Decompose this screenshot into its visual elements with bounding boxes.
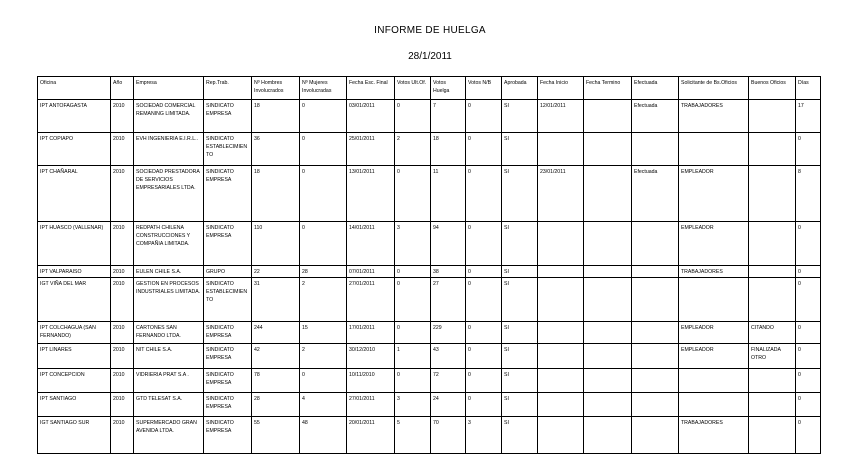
cell-dias: 0	[796, 278, 821, 322]
cell-anio: 2010	[111, 369, 134, 393]
cell-oficina: IPT CHAÑARAL	[38, 166, 111, 222]
cell-dias: 0	[796, 369, 821, 393]
cell-solicitante: EMPLEADOR	[679, 222, 749, 266]
cell-hombres: 31	[252, 278, 300, 322]
cell-votos-huelga: 94	[431, 222, 466, 266]
cell-dias: 0	[796, 322, 821, 344]
cell-solicitante: TRABAJADORES	[679, 417, 749, 454]
cell-aprobada: SI	[502, 344, 538, 369]
cell-aprobada: SI	[502, 100, 538, 133]
cell-aprobada: SI	[502, 393, 538, 417]
cell-anio: 2010	[111, 322, 134, 344]
cell-fecha-termino	[584, 266, 632, 278]
table-row	[38, 133, 821, 166]
cell-buenos-oficios	[749, 222, 796, 266]
cell-empresa: VIDRIERIA PRAT S.A .	[134, 369, 204, 393]
table-header-row	[38, 77, 821, 100]
cell-solicitante: TRABAJADORES	[679, 100, 749, 133]
cell-votos-nb: 0	[466, 166, 502, 222]
cell-buenos-oficios	[749, 266, 796, 278]
cell-votos-ult-of: 0	[395, 266, 431, 278]
cell-mujeres: 0	[300, 133, 347, 166]
cell-votos-ult-of: 0	[395, 166, 431, 222]
cell-efectuada: Efectuada	[632, 100, 679, 133]
cell-buenos-oficios	[749, 166, 796, 222]
cell-aprobada: SI	[502, 133, 538, 166]
cell-votos-huelga: 11	[431, 166, 466, 222]
cell-anio: 2010	[111, 266, 134, 278]
cell-efectuada	[632, 393, 679, 417]
cell-fecha-inicio	[538, 344, 584, 369]
column-header-oficina: Oficina	[38, 77, 111, 100]
cell-anio: 2010	[111, 222, 134, 266]
cell-anio: 2010	[111, 100, 134, 133]
cell-votos-ult-of: 5	[395, 417, 431, 454]
cell-votos-ult-of: 3	[395, 393, 431, 417]
cell-buenos-oficios	[749, 100, 796, 133]
cell-aprobada: SI	[502, 166, 538, 222]
cell-hombres: 55	[252, 417, 300, 454]
cell-oficina: IGT SANTIAGO SUR	[38, 417, 111, 454]
cell-fecha-esc-final: 30/12/2010	[347, 344, 395, 369]
cell-rep-trab: GRUPO	[204, 266, 252, 278]
cell-empresa: EVH INGENIERIA E.I.R.L..	[134, 133, 204, 166]
cell-hombres: 22	[252, 266, 300, 278]
column-header-efectuada: Efectuada	[632, 77, 679, 100]
cell-oficina: IPT CONCEPCION	[38, 369, 111, 393]
cell-dias: 8	[796, 166, 821, 222]
cell-fecha-termino	[584, 417, 632, 454]
cell-fecha-termino	[584, 278, 632, 322]
cell-fecha-esc-final: 25/01/2011	[347, 133, 395, 166]
cell-hombres: 78	[252, 369, 300, 393]
cell-empresa: GESTION EN PROCESOS INDUSTRIALES LIMITADA.	[134, 278, 204, 322]
cell-aprobada: SI	[502, 266, 538, 278]
cell-hombres: 18	[252, 100, 300, 133]
cell-votos-huelga: 38	[431, 266, 466, 278]
cell-fecha-termino	[584, 133, 632, 166]
column-header-votos-ult-of: Votos Ult.Of.	[395, 77, 431, 100]
cell-solicitante	[679, 133, 749, 166]
cell-anio: 2010	[111, 344, 134, 369]
cell-fecha-esc-final: 17/01/2011	[347, 322, 395, 344]
cell-mujeres: 0	[300, 166, 347, 222]
cell-votos-huelga: 70	[431, 417, 466, 454]
cell-rep-trab: SINDICATO EMPRESA	[204, 369, 252, 393]
cell-votos-huelga: 72	[431, 369, 466, 393]
cell-votos-huelga: 229	[431, 322, 466, 344]
cell-solicitante: TRABAJADORES	[679, 266, 749, 278]
cell-fecha-esc-final: 10/11/2010	[347, 369, 395, 393]
table-row	[38, 344, 821, 369]
column-header-buenos-oficios: Buenos Oficios	[749, 77, 796, 100]
cell-empresa: EULEN CHILE S.A.	[134, 266, 204, 278]
cell-buenos-oficios: FINALIZADA OTRO	[749, 344, 796, 369]
cell-votos-ult-of: 1	[395, 344, 431, 369]
cell-rep-trab: SINDICATO EMPRESA	[204, 393, 252, 417]
cell-fecha-inicio	[538, 369, 584, 393]
cell-fecha-esc-final: 07/01/2011	[347, 266, 395, 278]
column-header-empresa: Empresa	[134, 77, 204, 100]
column-header-solicitante: Solicitante de Bs.Oficios	[679, 77, 749, 100]
cell-mujeres: 15	[300, 322, 347, 344]
column-header-fecha-esc-final: Fecha Esc. Final	[347, 77, 395, 100]
cell-solicitante: EMPLEADOR	[679, 322, 749, 344]
cell-efectuada	[632, 417, 679, 454]
cell-votos-nb: 0	[466, 100, 502, 133]
cell-fecha-esc-final: 20/01/2011	[347, 417, 395, 454]
cell-fecha-inicio	[538, 222, 584, 266]
cell-votos-ult-of: 2	[395, 133, 431, 166]
cell-fecha-esc-final: 03/01/2011	[347, 100, 395, 133]
column-header-fecha-termino: Fecha Termino	[584, 77, 632, 100]
cell-hombres: 110	[252, 222, 300, 266]
table-row	[38, 322, 821, 344]
cell-fecha-esc-final: 27/01/2011	[347, 278, 395, 322]
column-header-rep-trab: Rep.Trab.	[204, 77, 252, 100]
cell-votos-huelga: 24	[431, 393, 466, 417]
cell-fecha-inicio	[538, 322, 584, 344]
cell-fecha-inicio: 23/01/2011	[538, 166, 584, 222]
cell-votos-ult-of: 0	[395, 100, 431, 133]
cell-fecha-termino	[584, 344, 632, 369]
cell-efectuada	[632, 369, 679, 393]
cell-rep-trab: SINDICATO EMPRESA	[204, 417, 252, 454]
cell-votos-ult-of: 3	[395, 222, 431, 266]
cell-rep-trab: SINDICATO EMPRESA	[204, 222, 252, 266]
cell-efectuada	[632, 322, 679, 344]
cell-dias: 0	[796, 266, 821, 278]
table-row	[38, 222, 821, 266]
cell-rep-trab: SINDICATO EMPRESA	[204, 166, 252, 222]
cell-dias: 0	[796, 133, 821, 166]
cell-dias: 0	[796, 393, 821, 417]
cell-dias: 17	[796, 100, 821, 133]
cell-fecha-esc-final: 14/01/2011	[347, 222, 395, 266]
cell-votos-nb: 3	[466, 417, 502, 454]
cell-votos-huelga: 18	[431, 133, 466, 166]
table-row	[38, 393, 821, 417]
cell-rep-trab: SINDICATO EMPRESA	[204, 344, 252, 369]
cell-hombres: 18	[252, 166, 300, 222]
column-header-fecha-inicio: Fecha Inicio	[538, 77, 584, 100]
cell-anio: 2010	[111, 166, 134, 222]
column-header-anio: Año	[111, 77, 134, 100]
cell-oficina: IGT VIÑA DEL MAR	[38, 278, 111, 322]
cell-mujeres: 4	[300, 393, 347, 417]
cell-fecha-termino	[584, 322, 632, 344]
cell-buenos-oficios	[749, 133, 796, 166]
cell-hombres: 28	[252, 393, 300, 417]
cell-efectuada: Efectuada	[632, 166, 679, 222]
cell-oficina: IPT COLCHAGUA (SAN FERNANDO)	[38, 322, 111, 344]
cell-hombres: 244	[252, 322, 300, 344]
cell-empresa: SUPERMERCADO GRAN AVENIDA LTDA.	[134, 417, 204, 454]
cell-anio: 2010	[111, 278, 134, 322]
cell-efectuada	[632, 344, 679, 369]
table-row	[38, 278, 821, 322]
cell-mujeres: 28	[300, 266, 347, 278]
cell-oficina: IPT ANTOFAGASTA	[38, 100, 111, 133]
cell-fecha-termino	[584, 166, 632, 222]
cell-empresa: SOCIEDAD PRESTADORA DE SERVICIOS EMPRESARIALES LTDA.	[134, 166, 204, 222]
cell-votos-ult-of: 0	[395, 322, 431, 344]
cell-mujeres: 2	[300, 278, 347, 322]
cell-solicitante	[679, 369, 749, 393]
cell-efectuada	[632, 266, 679, 278]
cell-votos-nb: 0	[466, 369, 502, 393]
cell-fecha-inicio: 12/01/2011	[538, 100, 584, 133]
cell-fecha-inicio	[538, 266, 584, 278]
cell-mujeres: 0	[300, 222, 347, 266]
strike-report-table	[37, 76, 821, 454]
cell-mujeres: 0	[300, 100, 347, 133]
cell-aprobada: SI	[502, 222, 538, 266]
cell-anio: 2010	[111, 133, 134, 166]
cell-votos-nb: 0	[466, 278, 502, 322]
cell-empresa: CARTONES SAN FERNANDO LTDA.	[134, 322, 204, 344]
cell-buenos-oficios	[749, 369, 796, 393]
cell-efectuada	[632, 278, 679, 322]
cell-votos-nb: 0	[466, 222, 502, 266]
cell-buenos-oficios	[749, 278, 796, 322]
cell-buenos-oficios	[749, 393, 796, 417]
column-header-dias: Días	[796, 77, 821, 100]
table-row	[38, 266, 821, 278]
cell-mujeres: 0	[300, 369, 347, 393]
cell-rep-trab: SINDICATO EMPRESA	[204, 322, 252, 344]
column-header-aprobada: Aprobada	[502, 77, 538, 100]
cell-oficina: IPT COPIAPO	[38, 133, 111, 166]
cell-efectuada	[632, 222, 679, 266]
cell-empresa: NIT CHILE S.A.	[134, 344, 204, 369]
cell-buenos-oficios	[749, 417, 796, 454]
cell-aprobada: SI	[502, 369, 538, 393]
table-row	[38, 166, 821, 222]
cell-votos-huelga: 7	[431, 100, 466, 133]
column-header-votos-huelga: Votos Huelga	[431, 77, 466, 100]
cell-efectuada	[632, 133, 679, 166]
cell-anio: 2010	[111, 417, 134, 454]
cell-votos-huelga: 43	[431, 344, 466, 369]
cell-votos-ult-of: 0	[395, 369, 431, 393]
cell-votos-nb: 0	[466, 133, 502, 166]
cell-dias: 0	[796, 222, 821, 266]
cell-solicitante: EMPLEADOR	[679, 344, 749, 369]
column-header-mujeres: Nº Mujeres Involucradas	[300, 77, 347, 100]
cell-mujeres: 2	[300, 344, 347, 369]
cell-aprobada: SI	[502, 278, 538, 322]
cell-hombres: 42	[252, 344, 300, 369]
column-header-votos-nb: Votos N/B	[466, 77, 502, 100]
cell-votos-nb: 0	[466, 322, 502, 344]
cell-oficina: IPT VALPARAISO	[38, 266, 111, 278]
cell-votos-nb: 0	[466, 393, 502, 417]
cell-hombres: 36	[252, 133, 300, 166]
cell-oficina: IPT SANTIAGO	[38, 393, 111, 417]
table-row	[38, 369, 821, 393]
cell-empresa: GTD TELESAT S.A.	[134, 393, 204, 417]
cell-rep-trab: SINDICATO ESTABLECIMIENTO	[204, 133, 252, 166]
cell-aprobada: SI	[502, 322, 538, 344]
report-title: INFORME DE HUELGA	[374, 25, 486, 36]
cell-fecha-termino	[584, 222, 632, 266]
cell-dias: 0	[796, 344, 821, 369]
cell-solicitante: EMPLEADOR	[679, 166, 749, 222]
cell-empresa: REDPATH CHILENA CONSTRUCCIONES Y COMPAÑIA LIMITADA.	[134, 222, 204, 266]
cell-empresa: SOCIEDAD COMERCIAL REMANING LIMITADA.	[134, 100, 204, 133]
cell-fecha-termino	[584, 100, 632, 133]
cell-votos-huelga: 27	[431, 278, 466, 322]
column-header-hombres: Nº Hombres Involucrados	[252, 77, 300, 100]
cell-fecha-termino	[584, 393, 632, 417]
cell-aprobada: SI	[502, 417, 538, 454]
cell-rep-trab: SINDICATO EMPRESA	[204, 100, 252, 133]
cell-buenos-oficios: CITANDO	[749, 322, 796, 344]
cell-fecha-inicio	[538, 133, 584, 166]
cell-fecha-inicio	[538, 278, 584, 322]
cell-anio: 2010	[111, 393, 134, 417]
cell-fecha-termino	[584, 369, 632, 393]
table-row	[38, 100, 821, 133]
cell-rep-trab: SINDICATO ESTABLECIMIENTO	[204, 278, 252, 322]
table-row	[38, 417, 821, 454]
cell-votos-ult-of: 0	[395, 278, 431, 322]
cell-fecha-inicio	[538, 417, 584, 454]
cell-votos-nb: 0	[466, 266, 502, 278]
cell-fecha-esc-final: 27/01/2011	[347, 393, 395, 417]
cell-solicitante	[679, 278, 749, 322]
cell-dias: 0	[796, 417, 821, 454]
report-date: 28/1/2011	[408, 51, 452, 62]
cell-mujeres: 48	[300, 417, 347, 454]
cell-oficina: IPT HUASCO (VALLENAR)	[38, 222, 111, 266]
cell-fecha-inicio	[538, 393, 584, 417]
cell-votos-nb: 0	[466, 344, 502, 369]
cell-oficina: IPT LINARES	[38, 344, 111, 369]
cell-solicitante	[679, 393, 749, 417]
cell-fecha-esc-final: 13/01/2011	[347, 166, 395, 222]
